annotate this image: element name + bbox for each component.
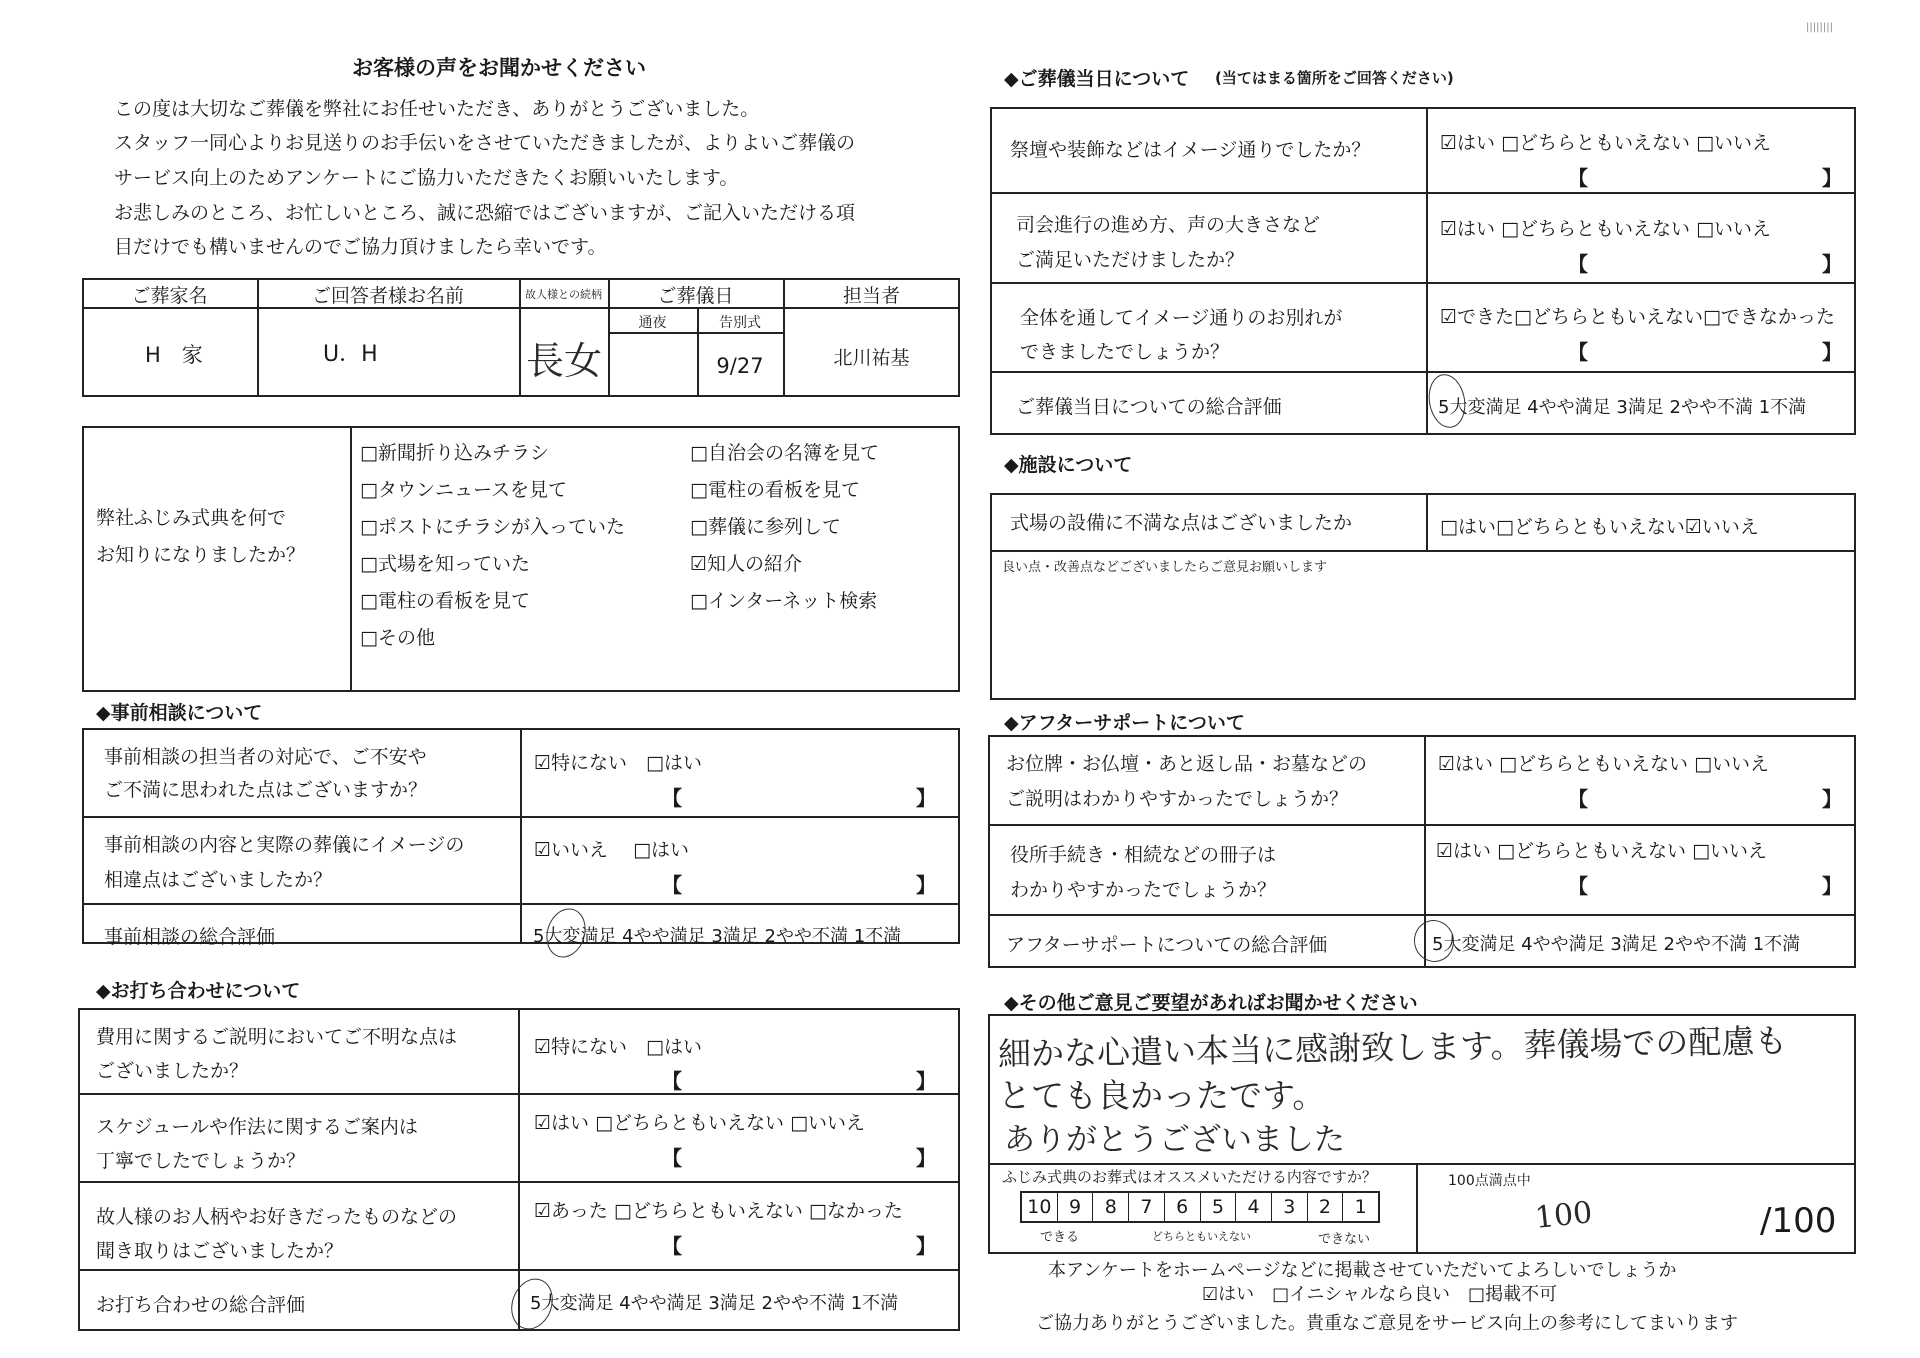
facility-heading: ◆施設について [1004,454,1133,476]
day-q4-label: ご葬儀当日についての総合評価 [1016,396,1282,418]
pre-q2-bracket-open: 【 [662,873,682,897]
meeting-q1-line1: 費用に関するご説明においてご不明な点は [96,1026,458,1048]
meeting-q2-bracket-close: 】 [916,1146,936,1170]
meeting-heading: ◆お打ち合わせについて [96,980,301,1002]
meeting-q1-bracket-open: 【 [662,1069,682,1093]
scale-label-can: できる [1040,1230,1080,1245]
meeting-q3-options[interactable]: ☑あった □どちらともいえない □なかった [534,1200,903,1222]
header-respondent: ご回答者様お名前 [311,285,464,307]
day-rating-scale[interactable]: 5大変満足 4やや満足 3満足 2やや不満 1不満 [1438,397,1807,418]
after-q1-line2: ご説明はわかりやすかったでしょうか？ [1006,788,1349,810]
recommend-3[interactable]: 3 [1272,1193,1308,1221]
corner-mark: |||||||| [1806,22,1833,33]
recommend-9[interactable]: 9 [1058,1193,1094,1221]
source-newspaper-checkbox[interactable]: □新聞折り込みチラシ [360,442,549,464]
meeting-q3-bracket-open: 【 [662,1234,682,1258]
source-mailbox-flyer-checkbox[interactable]: □ポストにチラシが入っていた [360,516,625,538]
intro-line-1: この度は大切なご葬儀を弊社にお任せいただき、ありがとうございました。 [114,98,760,120]
page-title: お客様の声をお聞かせください [352,56,646,80]
recommend-5[interactable]: 5 [1201,1193,1237,1221]
scale-label-neutral: どちらともいえない [1152,1230,1251,1243]
meeting-q1-line2: ございましたか？ [96,1060,249,1082]
after-q1-line1: お位牌・お仏壇・あと返し品・お墓などの [1006,753,1368,775]
funeral-day-heading-note: (当てはまる箇所をご回答ください) [1215,69,1454,87]
after-q2-options[interactable]: ☑はい □どちらともいえない □いいえ [1436,840,1768,862]
recommend-8[interactable]: 8 [1093,1193,1129,1221]
thanks-message: ご協力ありがとうございました。貴重なご意見をサービス向上の参考にしてまいります [1036,1313,1738,1334]
source-association-checkbox[interactable]: □自治会の名簿を見て [690,442,879,464]
meeting-q2-line1: スケジュールや作法に関するご案内は [96,1116,418,1138]
pre-q1-bracket-close: 】 [916,786,936,810]
facility-comment-prompt: 良い点・改善点などございましたらご意見お願いします [1002,560,1328,575]
day-q3-line1: 全体を通してイメージ通りのお別れが [1020,307,1343,329]
how-known-question-1: 弊社ふじみ式典を何で [96,507,287,529]
other-comments-heading: ◆その他ご意見ご要望があればお聞かせください [1004,992,1418,1014]
header-wake: 通夜 [638,315,667,331]
respondent-value: U．H [323,342,378,367]
meeting-q3-line1: 故人様のお人柄やお好きだったものなどの [96,1206,458,1228]
day-q3-bracket-open: 【 [1568,340,1588,364]
day-q2-line1: 司会進行の進め方、声の大きさなど [1016,214,1321,236]
day-q2-bracket-open: 【 [1568,252,1588,276]
meeting-rating-scale[interactable]: 5大変満足 4やや満足 3満足 2やや不満 1不満 [530,1293,899,1314]
after-q1-bracket-open: 【 [1568,787,1588,811]
source-internet-checkbox[interactable]: □インターネット検索 [690,590,878,612]
source-pole-sign-2-checkbox[interactable]: □電柱の看板を見て [690,479,860,501]
header-farewell: 告別式 [719,315,761,331]
intro-line-5: 目だけでも構いませんのでご協力頂けましたら幸いです。 [114,236,607,258]
source-attended-funeral-checkbox[interactable]: □葬儀に参列して [690,516,841,538]
pre-q2-options[interactable]: ☑いいえ □はい [534,839,690,861]
day-q2-options[interactable]: ☑はい □どちらともいえない □いいえ [1440,218,1772,240]
day-q1-bracket-open: 【 [1568,166,1588,190]
pre-q2-bracket-close: 】 [916,873,936,897]
pre-q2-line1: 事前相談の内容と実際の葬儀にイメージの [104,834,465,856]
day-q3-bracket-close: 】 [1822,340,1842,364]
source-knew-venue-checkbox[interactable]: □式場を知っていた [360,553,530,575]
after-q3-label: アフターサポートについての総合評価 [1006,934,1328,956]
meeting-q4-label: お打ち合わせの総合評価 [96,1294,306,1316]
facility-q1-label: 式場の設備に不満な点はございましたか [1010,512,1353,534]
header-family-name: ご葬家名 [131,285,208,307]
meeting-q1-options[interactable]: ☑特にない □はい [534,1036,702,1058]
recommend-10[interactable]: 10 [1022,1193,1058,1221]
score-label: 100点満点中 [1448,1173,1531,1189]
meeting-q2-options[interactable]: ☑はい □どちらともいえない □いいえ [534,1112,866,1134]
meeting-q2-line2: 丁寧でしたでしょうか？ [96,1150,306,1172]
day-q1-bracket-close: 】 [1822,166,1842,190]
after-q1-options[interactable]: ☑はい □どちらともいえない □いいえ [1438,753,1770,775]
scale-label-cannot: できない [1318,1232,1371,1247]
farewell-date-value: 9/27 [716,354,764,378]
after-q1-bracket-close: 】 [1822,787,1842,811]
day-q3-line2: できましたでしょうか？ [1020,341,1230,363]
after-rating-scale[interactable]: 5大変満足 4やや満足 3満足 2やや不満 1不満 [1432,934,1801,955]
day-q1-label: 祭壇や装飾などはイメージ通りでしたか？ [1010,139,1371,161]
pre-q1-line2: ご不満に思われた点はございますか？ [104,779,428,801]
pre-q1-line1: 事前相談の担当者の対応で、ご不安や [104,746,427,768]
after-q2-line1: 役所手続き・相続などの冊子は [1010,844,1277,866]
header-relation: 故人様との続柄 [525,288,602,301]
family-name-value: H 家 [145,343,203,367]
intro-line-4: お悲しみのところ、お忙しいところ、誠に恐縮ではございますが、ご記入いただける項 [114,202,856,224]
staff-value: 北川祐基 [833,347,910,369]
how-known-question-2: お知りになりましたか？ [96,544,306,566]
pre-q2-line2: 相違点はございましたか？ [104,869,333,891]
comment-handwritten-line1: 細かな心遣い本当に感謝致します。葬儀場での配慮も [997,1021,1788,1074]
pre-consult-heading: ◆事前相談について [96,702,263,724]
day-q2-bracket-close: 】 [1822,252,1842,276]
relation-handwritten: 長女 [526,339,603,383]
comment-handwritten-line3: ありがとうございました [1004,1122,1345,1158]
publish-question: 本アンケートをホームページなどに掲載させていただいてよろしいでしょうか [1048,1260,1677,1281]
comment-handwritten-line2: とても良かったです。 [998,1076,1326,1115]
meeting-q3-bracket-close: 】 [916,1234,936,1258]
after-q2-bracket-open: 【 [1568,874,1588,898]
after-q2-bracket-close: 】 [1822,874,1842,898]
source-other-checkbox[interactable]: □その他 [360,627,435,649]
pre-q1-bracket-open: 【 [662,786,682,810]
source-pole-sign-checkbox[interactable]: □電柱の看板を見て [360,590,530,612]
recommend-2[interactable]: 2 [1308,1193,1344,1221]
day-q1-options[interactable]: ☑はい □どちらともいえない □いいえ [1440,132,1772,154]
pre-q1-options[interactable]: ☑特にない □はい [534,752,702,774]
meeting-q1-bracket-close: 】 [916,1069,936,1093]
after-support-heading: ◆アフターサポートについて [1004,712,1245,734]
source-referral-checkbox[interactable]: ☑知人の紹介 [690,553,803,575]
header-staff: 担当者 [842,285,900,307]
meeting-q2-bracket-open: 【 [662,1146,682,1170]
facility-q1-options[interactable]: □はい□どちらともいえない☑いいえ [1440,516,1759,538]
recommend-7[interactable]: 7 [1129,1193,1165,1221]
header-funeral-date: ご葬儀日 [657,285,734,307]
intro-line-2: スタッフ一同心よりお見送りのお手伝いをさせていただきましたが、よりよいご葬儀の [114,132,856,154]
source-town-news-checkbox[interactable]: □タウンニュースを見て [360,479,568,501]
intro-line-3: サービス向上のためアンケートにご協力いただきたくお願いいたします。 [114,167,739,189]
recommend-1[interactable]: 1 [1354,1196,1367,1218]
score-handwritten: 100 [1533,1195,1594,1236]
meeting-q3-line2: 聞き取りはございましたか？ [96,1240,344,1262]
funeral-day-heading: ◆ご葬儀当日について [1004,68,1190,90]
recommend-6[interactable]: 6 [1165,1193,1201,1221]
score-total: /100 [1760,1201,1837,1241]
day-q2-line2: ご満足いただけましたか？ [1016,249,1245,271]
publish-options[interactable]: ☑はい □イニシャルなら良い □掲載不可 [1202,1284,1558,1305]
pre-q3-label: 事前相談の総合評価 [104,926,276,948]
recommend-question: ふじみ式典のお葬式はオススメいただける内容ですか？ [1002,1168,1377,1186]
day-q3-options[interactable]: ☑できた□どちらともいえない□できなかった [1440,306,1835,328]
after-q2-line2: わかりやすかったでしょうか？ [1010,879,1277,901]
pre-rating-scale[interactable]: 5大変満足 4やや満足 3満足 2やや不満 1不満 [533,926,902,947]
recommend-scale[interactable] [1020,1191,1380,1223]
recommend-4[interactable]: 4 [1236,1193,1272,1221]
